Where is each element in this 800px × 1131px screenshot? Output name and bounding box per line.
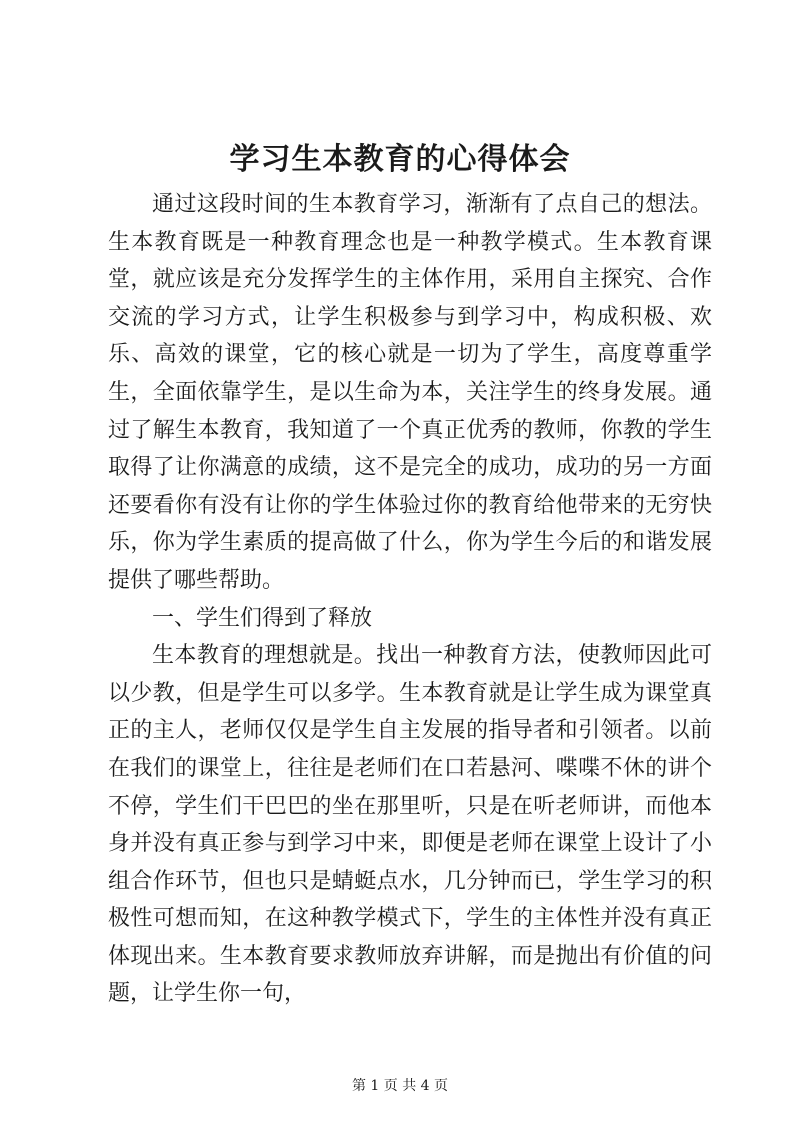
document-title: 学习生本教育的心得体会 [229,142,571,177]
paragraph-section-1: 生本教育的理想就是。找出一种教育方法，使教师因此可以少教，但是学生可以多学。生本教育就是让学生成为课堂真正的主人，老师仅仅是学生自主发展的指导者和引领者。以前在我们的课堂上，往往是老师们在口若悬河、喋喋不休的讲个不停，学生们干巴巴的坐在那里听，只是在听老师讲，而他本身并没有真正参与到学习中来，即便是老师在课堂上设计了小组合作环节，但也只是蜻蜓点水，几分钟而已，学生学习的积极性可想而知，在这种教学模式下，学生的主体性并没有真正体现出来。生本教育要求教师放弃讲解，而是抛出有价值的问题，让学生你一句， [108,643,712,1007]
paragraph-intro: 通过这段时间的生本教育学习，渐渐有了点自己的想法。生本教育既是一种教育理念也是一种教学模式。生本教育课堂，就应该是充分发挥学生的主体作用，采用自主探究、合作交流的学习方式，让学生积极参与到学习中，构成积极、欢乐、高效的课堂，它的核心就是一切为了学生，高度尊重学生，全面依靠学生，是以生命为本，关注学生的终身发展。通过了解生本教育，我知道了一个真正优秀的教师，你教的学生取得了让你满意的成绩，这不是完全的成功，成功的另一方面还要看你有没有让你的学生体验过你的教育给他带来的无穷快乐，你为学生素质的提高做了什么，你为学生今后的和谐发展提供了哪些帮助。 [108,192,712,593]
page-footer: 第 1 页 共 4 页 [351,1078,449,1094]
document-body [108,186,712,1013]
section-heading-1: 一、学生们得到了释放 [152,605,373,631]
